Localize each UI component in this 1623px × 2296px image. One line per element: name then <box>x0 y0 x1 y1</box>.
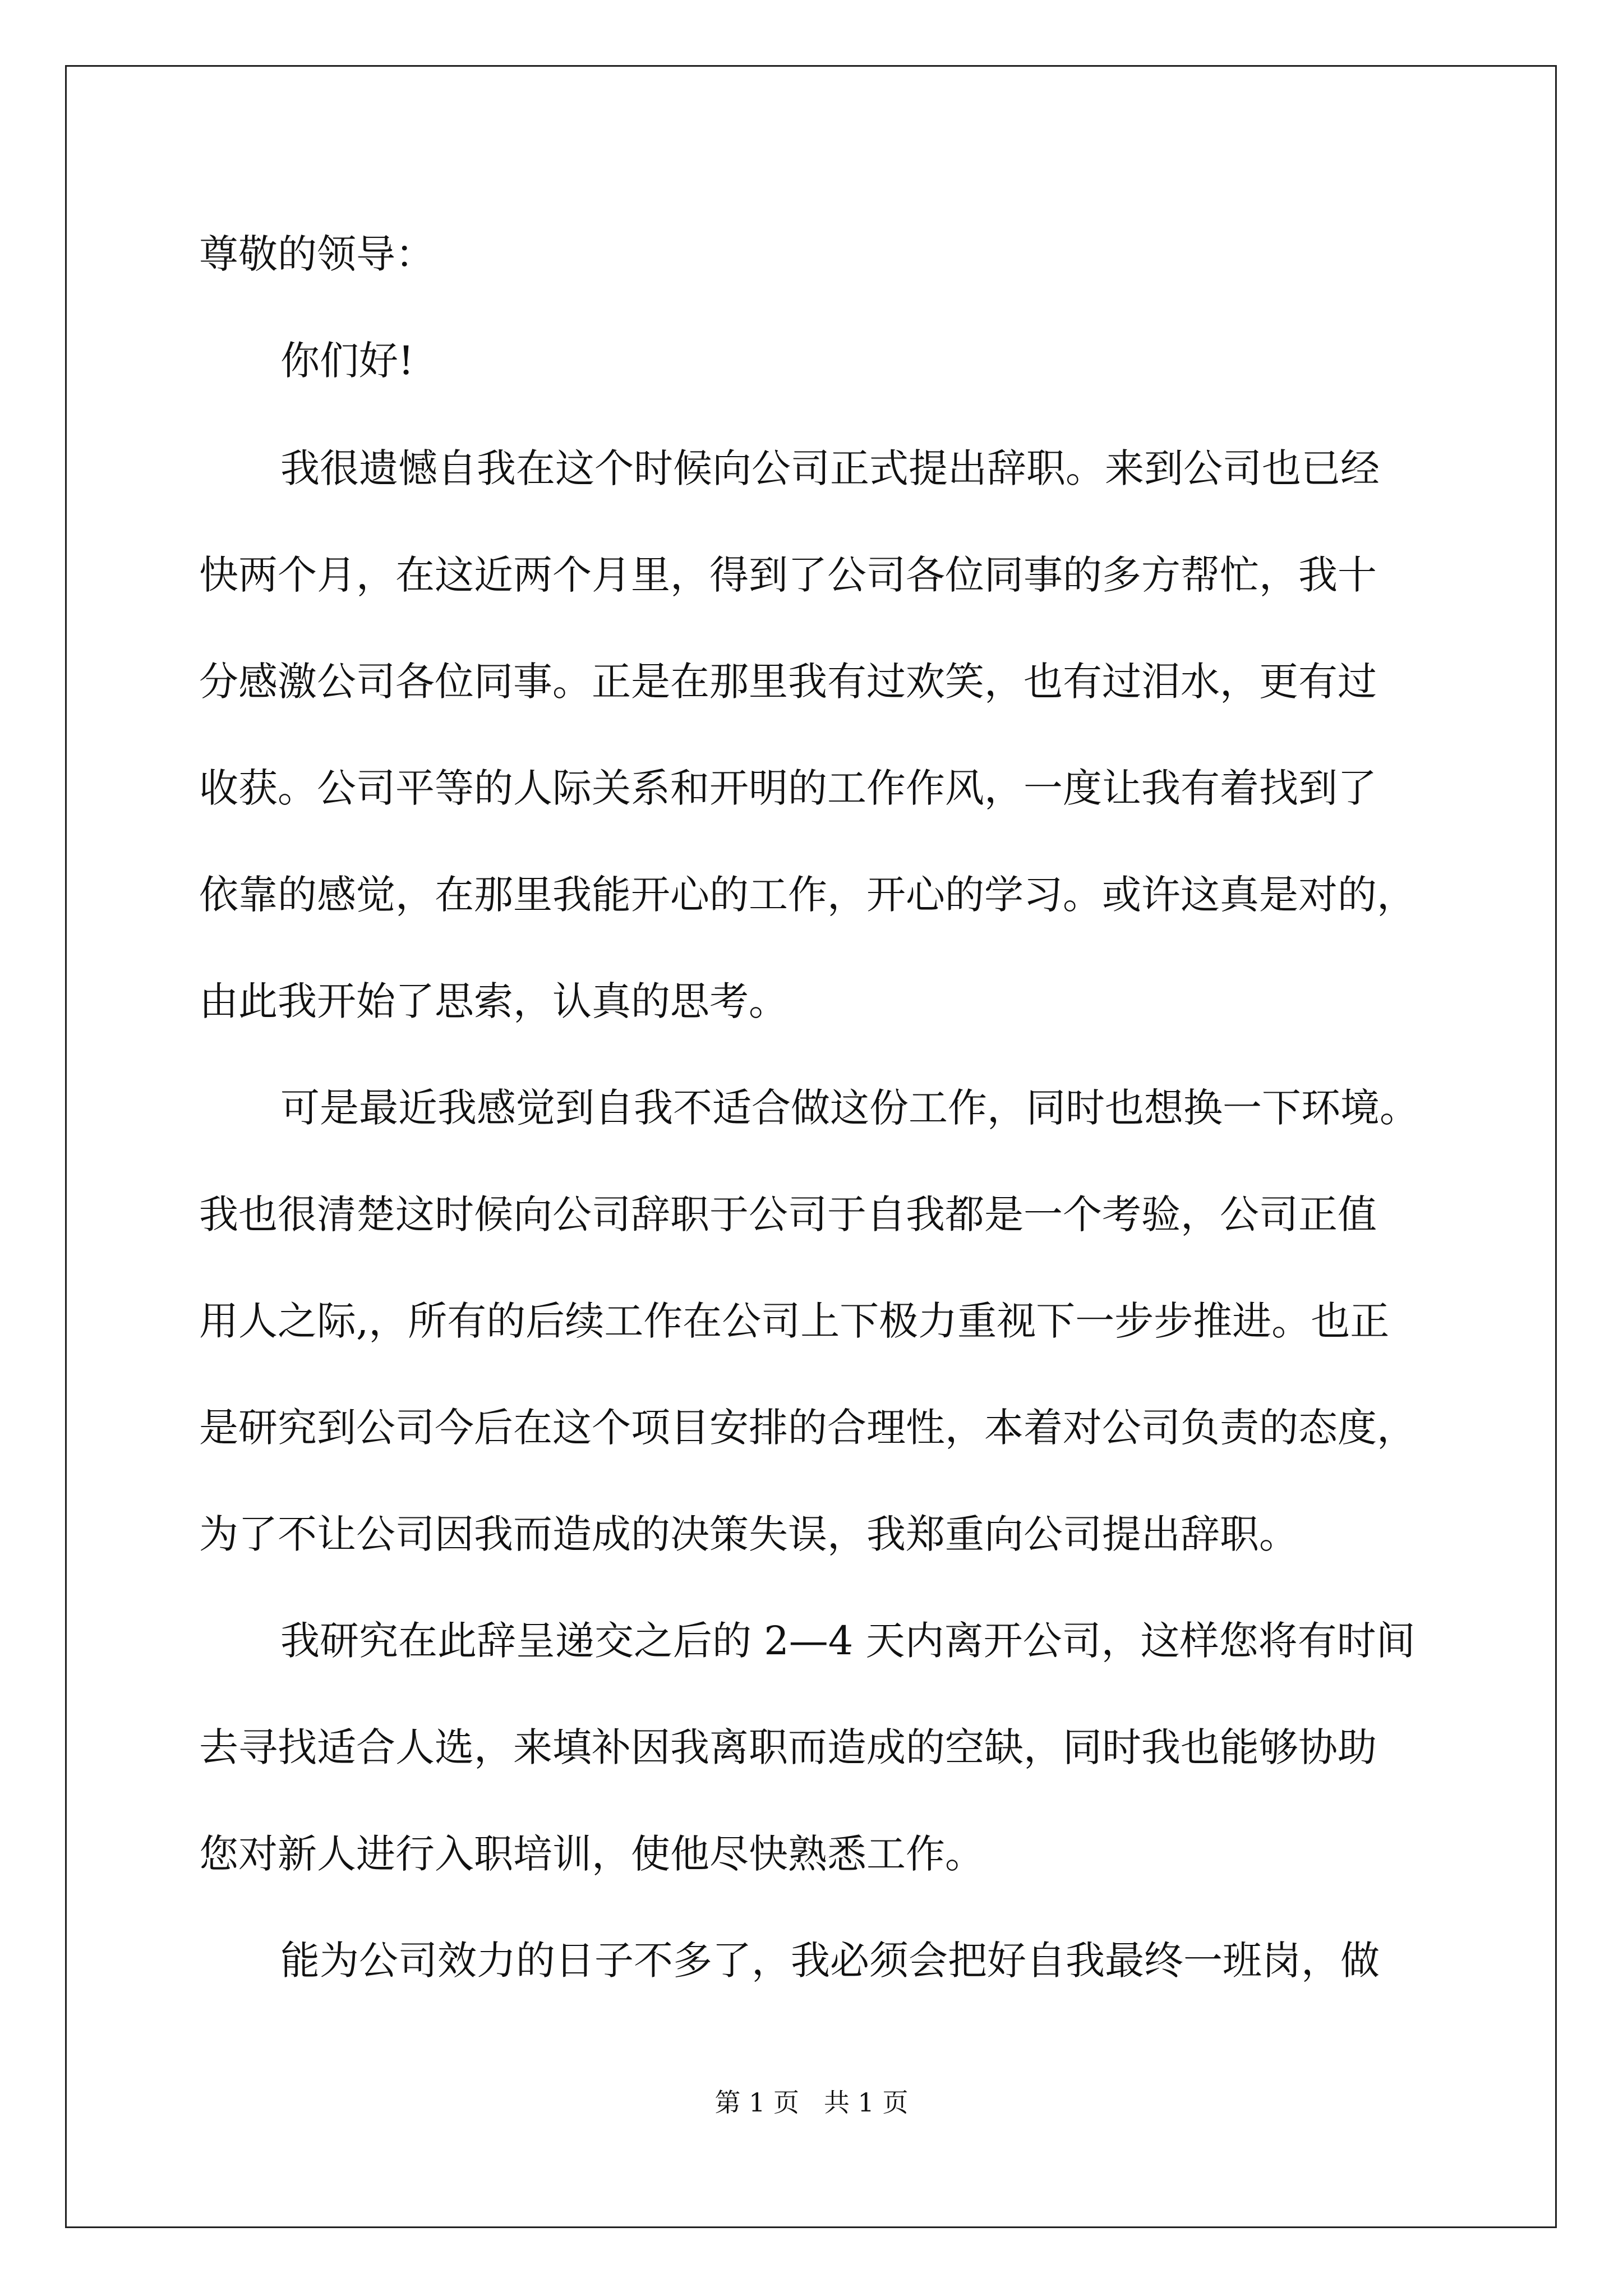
paragraph-line: 收获。公司平等的人际关系和开明的工作作风，一度让我有着找到了 <box>199 765 1377 811</box>
paragraph-line: 用人之际,，所有的后续工作在公司上下极力重视下一步步推进。也正 <box>199 1298 1390 1344</box>
paragraph-line: 可是最近我感觉到自我不适合做这份工作，同时也想换一下环境。 <box>280 1085 1419 1131</box>
paragraph-line: 分感激公司各位同事。正是在那里我有过欢笑，也有过泪水，更有过 <box>199 659 1377 705</box>
salutation: 尊敬的领导： <box>199 231 435 277</box>
greeting: 你们好! <box>280 338 414 384</box>
paragraph-line: 我研究在此辞呈递交之后的 2—4 天内离开公司，这样您将有时间 <box>280 1618 1415 1664</box>
paragraph-line: 能为公司效力的日子不多了，我必须会把好自我最终一班岗，做 <box>280 1938 1380 1984</box>
paragraph-line: 我很遗憾自我在这个时候向公司正式提出辞职。来到公司也已经 <box>280 445 1380 491</box>
paragraph-line: 快两个月，在这近两个月里，得到了公司各位同事的多方帮忙，我十 <box>199 552 1377 598</box>
paragraph-line: 由此我开始了思索，认真的思考。 <box>199 978 788 1024</box>
page-total: 共 1 页 <box>823 2087 909 2118</box>
paragraph-line: 依靠的感觉，在那里我能开心的工作，开心的学习。或许这真是对的， <box>199 872 1416 918</box>
page-footer <box>0 2086 1623 2119</box>
paragraph-line: 是研究到公司今后在这个项目安排的合理性，本着对公司负责的态度， <box>199 1405 1416 1451</box>
paragraph-line: 为了不让公司因我而造成的决策失误，我郑重向公司提出辞职。 <box>199 1511 1298 1557</box>
paragraph-line: 去寻找适合人选，来填补因我离职而造成的空缺，同时我也能够协助 <box>199 1724 1377 1770</box>
paragraph-line: 您对新人进行入职培训，使他尽快熟悉工作。 <box>199 1831 984 1877</box>
page-number: 第 1 页 <box>714 2087 800 2118</box>
page-border <box>65 65 1557 2228</box>
paragraph-line: 我也很清楚这时候向公司辞职于公司于自我都是一个考验，公司正值 <box>199 1191 1377 1237</box>
